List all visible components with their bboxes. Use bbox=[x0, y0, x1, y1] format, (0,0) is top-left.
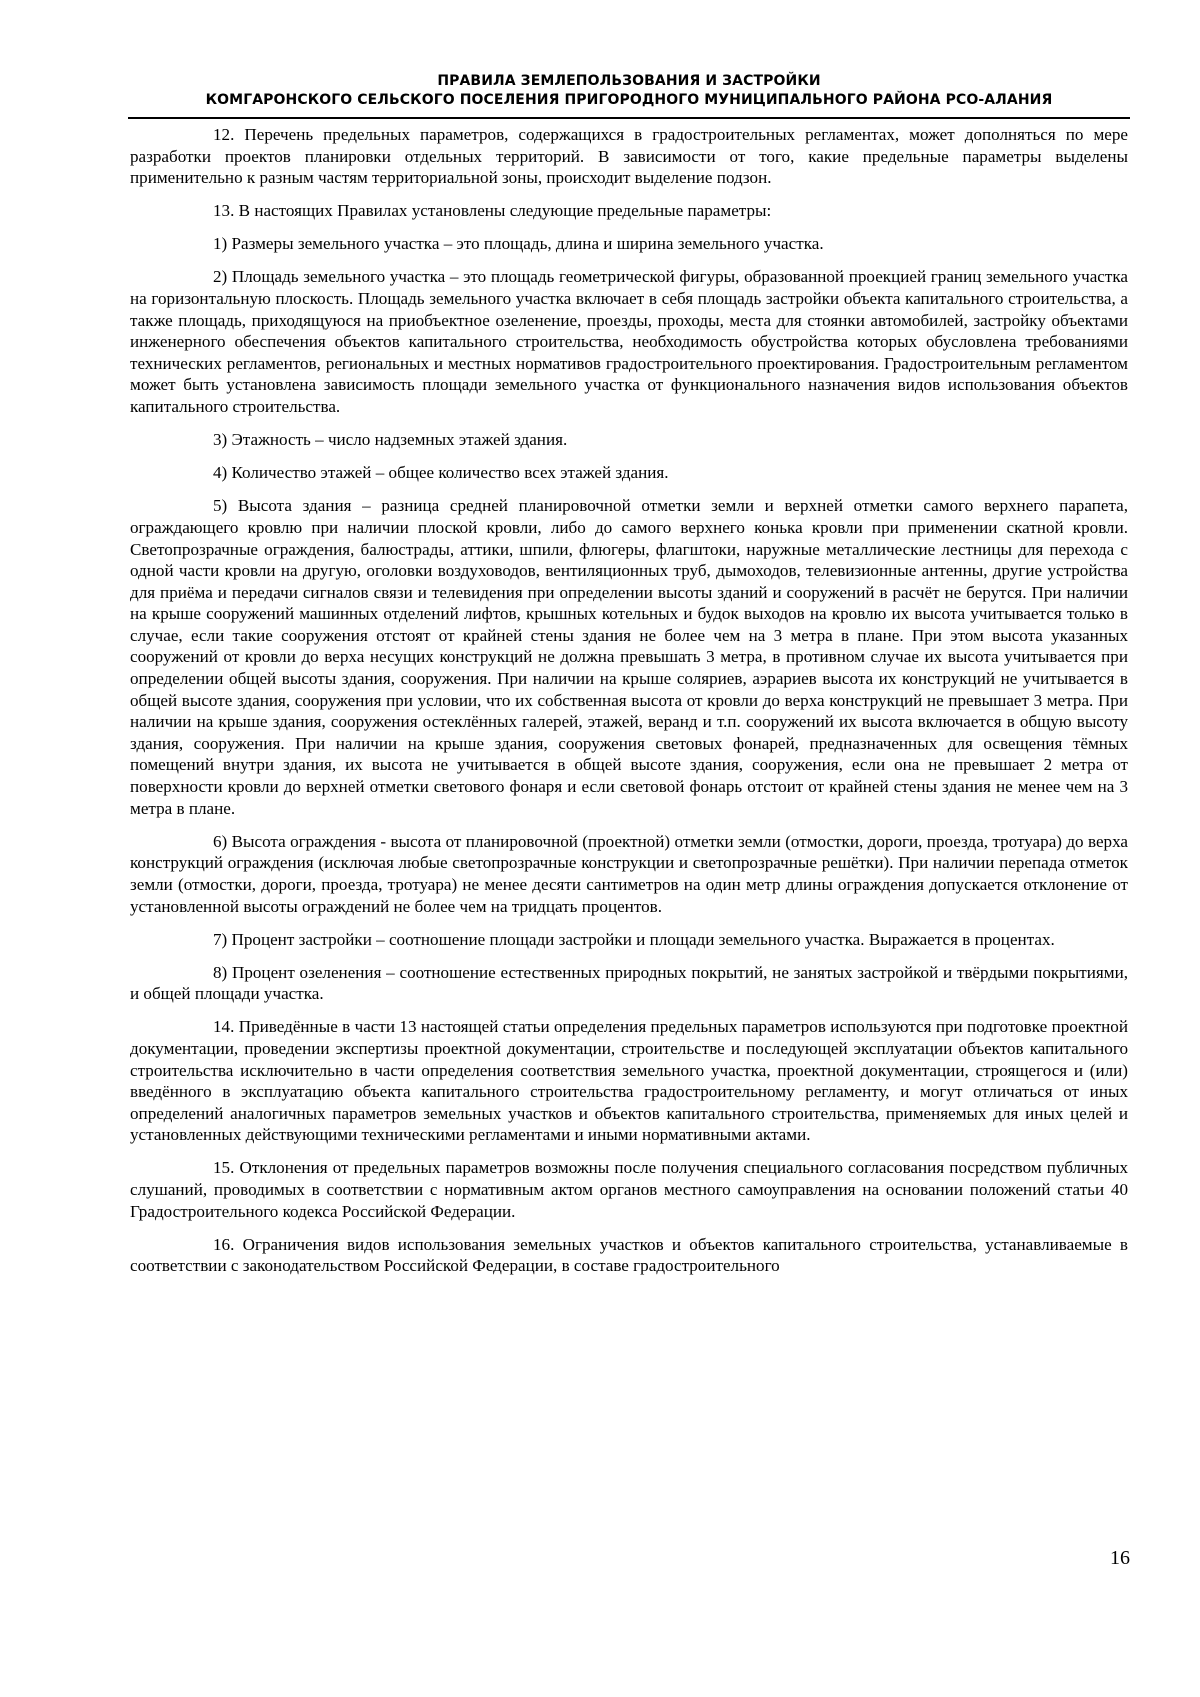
page-number: 16 bbox=[1110, 1547, 1130, 1569]
paragraph-13: 13. В настоящих Правилах установлены следующие предельные параметры: bbox=[213, 201, 772, 221]
paragraph-12: 12. Перечень предельных параметров, содержащихся в градостроительных регламентах, может дополняться по мере разработки проектов планировки отдельных территорий. В зависимости от того, какие предельные параметры выделены применительно к разным частям территориальной зоны, происходит выделение подзон. bbox=[130, 125, 1128, 188]
paragraph-13-item-4: 4) Количество этажей – общее количество всех этажей здания. bbox=[213, 463, 669, 483]
header-title-line-1: ПРАВИЛА ЗЕМЛЕПОЛЬЗОВАНИЯ И ЗАСТРОЙКИ bbox=[437, 73, 821, 89]
paragraph-13-item-2: 2) Площадь земельного участка – это площадь геометрической фигуры, образованной проекцией границ земельного участка на горизонтальную плоскость. Площадь земельного участка включает в себя площадь застройки объекта капитального строительства, а также площадь, приходящуюся на приобъектное озеленение, проезды, проходы, места для стоянки автомобилей, застройку объектами инженерного обеспечения объектов капитального строительства, необходимость обустройства которых обусловлена требованиями технических регламентов, региональных и местных нормативов градостроительного проектирования. Градостроительным регламентом может быть установлена зависимость площади земельного участка от функционального назначения видов использования объектов капитального строительства. bbox=[130, 267, 1128, 417]
paragraph-13-item-8: 8) Процент озеленения – соотношение естественных природных покрытий, не занятых застройкой и твёрдыми покрытиями, и общей площади участка. bbox=[130, 962, 1128, 1004]
running-header bbox=[130, 72, 1128, 110]
paragraph-13-item-5: 5) Высота здания – разница средней планировочной отметки земли и верхней отметки самого верхнего парапета, ограждающего кровлю при наличии плоской кровли, либо до самого верхнего конька кровли при применении скатной кровли. Светопрозрачные ограждения, балюстрады, аттики, шпили, флюгеры, флагштоки, наружные металлические лестницы для перехода с одной части кровли на другую, оголовки воздуховодов, вентиляционных труб, дымоходов, телевизионные антенны, другие устройства для приёма и передачи сигналов связи и телевидения при определении высоты зданий и сооружений в расчёт не берутся. При наличии на крыше сооружений машинных отделений лифтов, крышных котельных и будок выходов на кровлю их высота учитывается только в случае, если такие сооружения отстоят от крайней стены здания не более чем на 3 метра в плане. При этом высота указанных сооружений от кровли до верха несущих конструкций не должна превышать 3 метра, в противном случае их высота учитывается при определении общей высоты здания, сооружения. При наличии на крыше соляриев, аэрариев высота их конструкций не учитывается в общей высоте здания, сооружения при условии, что их собственная высота от кровли до верха конструкций не превышает 3 метра. При наличии на крыше здания, сооружения остеклённых галерей, этажей, веранд и т.п. сооружений их высота включается в общую высоту здания, сооружения. При наличии на крыше здания, сооружения световых фонарей, предназначенных для освещения тёмных помещений внутри здания, их высота не учитывается в общей высоте здания, сооружения, если она не превышает 2 метра от поверхности кровли до верхней отметки светового фонаря и если световой фонарь отстоит от крайней стены здания не менее чем на 3 метра в плане. bbox=[130, 496, 1128, 818]
paragraph-13-item-6: 6) Высота ограждения - высота от планировочной (проектной) отметки земли (отмостки, дороги, проезда, тротуара) до верха конструкций ограждения (исключая любые светопрозрачные конструкции и светопрозрачные решётки). При наличии перепада отметок земли (отмостки, дороги, проезда, тротуара) не менее десяти сантиметров на один метр длины ограждения допускается отклонение от установленной высоты ограждений не более чем на тридцать процентов. bbox=[130, 831, 1128, 916]
body-text bbox=[130, 124, 1128, 1288]
paragraph-16: 16. Ограничения видов использования земельных участков и объектов капитального строительства, устанавливаемые в соответствии с законодательством Российской Федерации, в составе градостроительного bbox=[130, 1234, 1128, 1276]
paragraph-13-item-1: 1) Размеры земельного участка – это площадь, длина и ширина земельного участка. bbox=[213, 234, 824, 254]
paragraph-15: 15. Отклонения от предельных параметров возможны после получения специального согласования посредством публичных слушаний, проводимых в соответствии с нормативным актом органов местного самоуправления на основании положений статьи 40 Градостроительного кодекса Российской Федерации. bbox=[130, 1158, 1128, 1221]
paragraph-13-item-7: 7) Процент застройки – соотношение площади застройки и площади земельного участка. Выражается в процентах. bbox=[213, 929, 1055, 949]
header-title-line-2: КОМГАРОНСКОГО СЕЛЬСКОГО ПОСЕЛЕНИЯ ПРИГОРОДНОГО МУНИЦИПАЛЬНОГО РАЙОНА РСО-АЛАНИЯ bbox=[205, 92, 1053, 108]
paragraph-13-item-3: 3) Этажность – число надземных этажей здания. bbox=[213, 430, 568, 450]
paragraph-14: 14. Приведённые в части 13 настоящей статьи определения предельных параметров используются при подготовке проектной документации, проведении экспертизы проектной документации, строительстве и последующей эксплуатации объектов капитального строительства исключительно в части определения соответствия земельного участка, проектной документации, строящегося и (или) введённого в эксплуатацию объекта капитального строительства градостроительному регламенту, и могут отличаться от иных определений аналогичных параметров земельных участков и объектов капитального строительства, применяемых для иных целей и установленных действующими техническими регламентами и иными нормативными актами. bbox=[130, 1017, 1128, 1145]
header-rule bbox=[128, 117, 1130, 119]
